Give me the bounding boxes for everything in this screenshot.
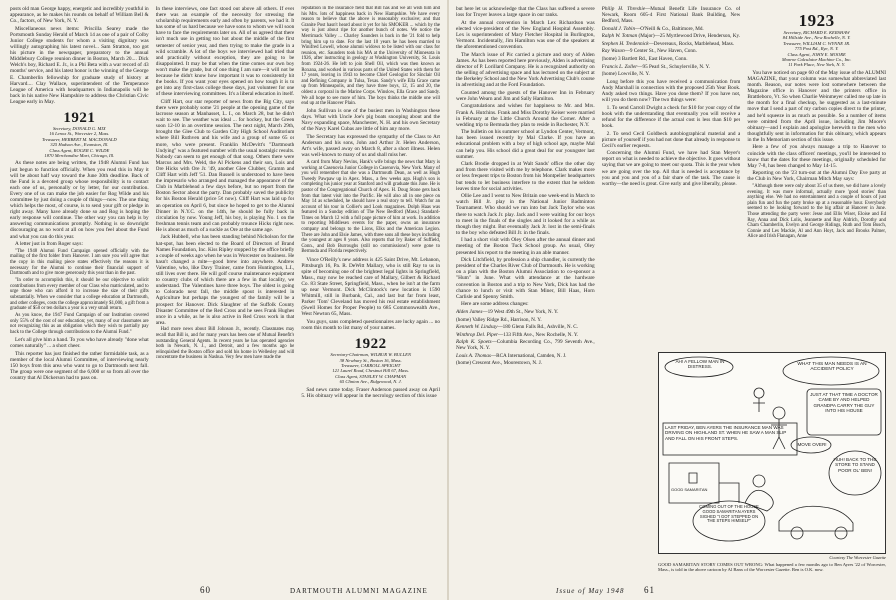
address-entry <box>602 41 741 47</box>
address-name: Kenneth W. Lindsay <box>456 324 498 331</box>
paragraph: I had a short visit with Oley Olsen after the annual dinner and meeting of the Boston Tuck School group. As usual, Oley presented his report to the meeting in an able manner. <box>456 237 595 256</box>
quote-paragraph: "Although there were only about 35 of us there, we did have a lovely evening. It was more informal, actually more 'good stories' than anything else. We had no entertainment and a couple of hours of just plain fun and fun the party broke up at a reasonable hour. Everybody seemed to be looking forward to the big affair at Hanover in June. Those attending the party were: Jesse and Ellis Wiser, Eloise and Ed Ray, Anna and Dick Lolis, Jeannette and Ray Aldrich, Dorothy and Cham Chamberlin, Evelyn and George Ridings, Ruth and Tom Busch, Connie and Les Mackie, Al and Ann Hoyt, Jack and Brooks Palmer, Alice and Irish Flanagan, Anne <box>747 184 887 240</box>
right-page <box>448 0 896 600</box>
secretary-address: 38 Newbury St., Boston 16, Mass. <box>339 357 402 363</box>
paragraph: Ollie Lee and I went to New Britain one week-end in March to watch Bill Jr. play in the National Junior Badminton Tournament. Who should we run into but Jack Taylor who was there to watch Jack Jr. play. Jack and I were waiting for our boys to meet in the finals of the singles and it looked for a while as though they might. But eventually Jack Jr. lost in the semi-finals to the boy who defeated Bill Jr. in the finals. <box>456 193 595 236</box>
class-agent-address-2: 11 Park Place, New York, N. Y. <box>788 62 846 68</box>
cartoon-bubble: AH! A FELLOW MAN IN DISTRESS. <box>675 359 725 369</box>
paragraph: 2. To send Cecil Goldbeck autobiographical material and a picture of yourself if you had not done that already in response to Cecil's earlier requests. <box>601 130 741 149</box>
address-detail: Valley Ridge Rd., Harrison, N. Y. <box>472 316 542 323</box>
cartoon-credit: Courtesy The Worcester Gazette <box>829 555 886 560</box>
address-entry <box>602 48 741 54</box>
address-name: Philip H. Threshie <box>601 6 646 12</box>
col1-bottom-text <box>10 160 149 381</box>
left-col-2 <box>156 6 295 578</box>
cartoon <box>658 352 886 554</box>
paragraph: You guys, sans completed questionnaires are lucky again ... no room this month to list many of your names. <box>301 318 441 332</box>
paragraph: Dick Litchfield, by profession a ship chandler, is currently the president of the Charles River Club of Dartmouth. He is working on a plan with the Boston Alumni Association to co-sponsor a "Hum" in June. What with attendance at the hardware convention in Boston and a trip to New York, Dick has had the chance to lunch or visit with Stan Miner, Bill Haas, Horn Carlisle and Spenny Smith. <box>456 257 595 300</box>
treasurer: Treasurer, CARROLL SPEIGHT <box>341 362 401 368</box>
paragraph: In these interviews, one fact stood out above all others. If ever there was an example of the necessity for stressing the scholarship requirements early and often by parents, we had it. It has some of us hard because we have sons to whom we will soon have to face the requirements later on. All of us agreed that there isn't much use in getting too hot about the middle of the first semester of senior year, and then trying to make the grade in a wild scramble. A lot of the boys we interviewed had tried that and practically without exception, they are going to be disappointed. It may be that when the time comes our own boy won't make the grade, but of one thing I am sure—it will not be because he didn't know how important it was to consistently hit the books. If you want your eyes opened on how tough it is to get into any first-class college these days, just volunteer for one of these interviewing committees. It's a liberal education in itself. <box>155 6 295 98</box>
paragraph: This reporter has just finished the rather formidable task, as a member of the local Alumni Committee, of interviewing nearly 150 boys from this area who want to go to Dartmouth next fall. The group were one segment of the 6,000 or so from all over the country that Al Dickerson had to pass on. <box>10 350 149 382</box>
address-entry <box>456 353 595 359</box>
secretary: Secretary, DONALD G. MIX <box>52 126 106 131</box>
address-entry <box>456 332 595 338</box>
address-detail: —RCA International, Camden, N. J. <box>490 352 567 359</box>
treasurer: Treasurer, WILLIAM C. WYNNE JR. <box>783 40 851 46</box>
secretary-address: 16 Lenox St., Worcester 2, Mass. <box>49 131 110 137</box>
paragraph: The March issue of Pic carried a picture and story of Alden James. As has been reported here previously, Alden is advertising director of P. Lorillard Company. He is a recognized authority on the selling of advertising space and has lectured on the subject at the Berkeley School and the New York Advertising Club's course in advertising and at the Ford Foundation. <box>456 51 595 89</box>
quote-paragraph: "In order to accomplish this, it should be our objective to solicit contributions from every member of our Class who matriculated, and to urge those who can afford it to increase the size of their gifts substantially. When we consider that a college education at Dartmouth, and other colleges, costs the college approximately $1,000, a gift from a graduate of $50 or ten dollars a year is a very small return. <box>10 278 149 312</box>
paragraph: but here let us acknowledge that the Class has suffered a severe loss for Troyer leaves a large space in our ranks. <box>456 6 595 19</box>
address-name: Louis A. Thomas <box>456 352 491 359</box>
paragraph: The Secretary has expressed the sympathy of the Class to Art Anderson and his sons, John and Arthur Jr. Helen Anderson, Art's wife, passed away on March 8, after a short illness. Helen was well-known to many of us and shall miss her. <box>301 134 441 159</box>
address-detail: 3 Bartlett Rd., East Haven, Conn. <box>617 55 688 62</box>
paragraph: Clark Brodie dropped in at Walt Sands' office the other day and from there visited with me by telephone. Clark makes more or less frequent trips to Boston from his Montpelier headquarters but tends to let business interfere to the extent that he seldom leaves time for social activities. <box>456 161 595 192</box>
address-name: Stephen H. Tredennick <box>601 40 649 47</box>
address-name: (home) <box>601 71 617 78</box>
page-number: 61 <box>644 585 655 595</box>
address-detail: —133 Fifth Ave., New Rochelle, N. Y. <box>498 331 579 338</box>
left-col-3 <box>301 6 440 578</box>
paragraph: John Sullivan is one of the busiest men in Washington these days. What with Uncle Joe's pig boats snooping about and the Navy expanding space, Manchester, N. H. and his own Secretary of the Navy Karel Cubas are little of him any more. <box>301 108 441 133</box>
address-name: Winthrop Del. Piper <box>456 331 499 338</box>
paragraph: Sad news came today. Fraser Anderson passed away on April 5. His obituary will appear in the necrology section of this issue <box>301 386 441 399</box>
address-name: Alden James <box>456 308 483 315</box>
class-agent-address: Monroe Calculator Machine Co., Inc. <box>781 57 852 63</box>
paragraph: As these notes are being written, the 1948 Alumni Fund has just begun to function officially. When you read this in May it will be about half way toward the June 30th deadline. Back of the Fund is a devoted group whose responsibility is to contact each one of us, personally or by letter, for our contribution. Every one of us can make the job easier for Rog Wilde and his committee by just doing a couple of things—now. The one thing which helps the most, of course, is to send your gift or pledge in right away. Many have already done so and Rog is hoping the early response will continue. The other way you can help is by answering communications promptly. Nothing is so downright discouraging as no word at all on how you feel about the Fund and what you can do this year. <box>10 160 149 240</box>
address-name: Francis L. Zoller <box>601 63 638 70</box>
address-entry <box>602 6 741 24</box>
class-1921-header <box>10 110 149 158</box>
address-detail: —180 Glenn Falls Rd., Ashville, N. C. <box>497 324 579 331</box>
class-year: 1923 <box>798 11 835 30</box>
footer-issue: Issue of May 1948 <box>556 587 625 595</box>
paragraph: Jack Hubbell, who has been standing behind Nicholson for the hat-spot, has been elected to the Board of Directors of Brand Names Foundation, Inc. Kiss Ripley stopped by the office briefly a couple of weeks ago when he was in Worcester on business. He hasn't changed a mite—good brew into anywhere. Andrew Valentine, who, like Davy Trainer, came from Huntington, L.I., still lives over there. He will golf course maintenance equipment to country clubs of which there are a few in that locality, we understand. The Valentines have three boys. The oldest is going to Colorado next fall, the middle spout is interested in Agriculture but perhaps the youngest of the family will be a prospect for Hanover. Dick Slaughter of the Suffolk County Disaster Committee of the Red Cross and he sees Frank Hughes once in a while, as he is also active in Red Cross work in that area. <box>155 234 295 326</box>
address-detail: Crescent Ave., Moorestown, N. J. <box>472 360 543 367</box>
class-agent: Class Agent, ROGER C. WILDE <box>49 147 110 153</box>
address-entry <box>602 56 741 62</box>
address-name: Ralph W. Totman <box>601 33 638 40</box>
paragraph: 1. To send Carroll Dwight a check for $10 for your copy of the book with the understanding that eventually you will receive a refund for the difference if the actual cost is less than $10 per book. <box>601 104 741 129</box>
paragraph: Had more news about Bill Johnson Jr., recently. Classmates may recall that Bill is, and for many years has been one of Mutual Benefit's outstanding General Agents. In recent years he has operated agencies both in Newark, N. J., and Detroit, and a few months ago he relinquished the Boston office and sold his home in Wellesley and will concentrate the business in Nashua. Very few men have made the <box>155 327 295 361</box>
footer-title: DARTMOUTH ALUMNI MAGAZINE <box>290 587 428 595</box>
secretary: Secretary-Chairman, WILBUR W. BULLEN <box>330 352 412 358</box>
paragraph: Long before this you have received a communication from Andy Marshall in connection with the proposed 25th Year Book. Andy asked two things. Have you done them? If you have not, will you do them now? The two things were: <box>601 78 741 104</box>
class-agent-address: 65 Clinton Ave., Ridgewood, N. J. <box>339 379 402 385</box>
cartoon-bubble: HUH! BACK TO THE STORE TO STAND POOR OL' BEN! <box>833 457 877 473</box>
cartoon-caption-box: LAST FRIDAY, BEN AYERS THE INSURANCE MAN WAS DRIVING ON HIGHLAND ST. WHEN HE SAW A MAN SLIP AND FALL ON HIS FRONT STEPS. <box>665 425 787 441</box>
address-name: Ralph K. Spoets <box>456 339 492 346</box>
paragraph: Here a few of you always manage a trip to Hanover to coincide with the class officers' meetings, you'll be interested to know that the dates for these meetings, originally scheduled for May 7-8, has been changed to May 14-15. <box>747 144 887 169</box>
address-detail: —Devereaux, Rocks, Marblehead, Mass. <box>648 40 735 47</box>
class-agent: Class Agent, STANLEY W. CHAPMAN <box>335 373 407 379</box>
cartoon-caption: GOOD SAMARITAN STORY COMES OUT WRONG: What happened a few months ago to Ben Ayres '22 of Worcester, Mass., is told in the above cartoon by Al Banx of the Worcester Gazette. Ben is O.K. now. <box>658 562 886 573</box>
paragraph: Cliff Hart, our star reporter of news from the Big City, says there were probably some '21 people at the opening game of the lacrosse season at Manhasset, L. I., on March 28, but he didn't wait to see. The weather was ideal ... for hockey, but the Green soon 12-10 in an overtime session. The next night, March 29th, brought the Glee Club to Garden City High School Auditorium where Bill Ruthven and his wife and a group of some 65 or more, who were present. Franklin McDevitt's "Dartmouth Undying" was a featured number with the usual nostalgic results. Nobody can seem to get enough of that song. Others there were Marcus and Mrs. Weld, the Al Pickens and their son, Lois and Ore Hicks with Ore Jr. '49, another Glee Clubber, Gramm and Cliff Hart with Jeff '51. Dan Russell is understood to have been the impresario who arranged and managed the appearance of the Club in Marblehead a few days before, but no report from the Boston Sector about the party. Dan probably saved the publicity for his Boston Herald (price 5¢ now). Cliff Hart was laid up for an operation on April 6, but since he hoped to get to the Alumni Dinner in N.Y.C. on the 14th, he should be fully back in circulation by now. Young Jeff, his boy, is playing No. 1 on the freshman tennis team and can probably trounce Hicks right now. He is about as much of a suckle as Ore at the same age. <box>155 98 295 233</box>
address-entry <box>602 26 741 32</box>
secretary-address: 84 Hillside Ave., New Rochelle, N. Y. <box>782 35 851 41</box>
address-name: Ray Wason <box>601 48 625 55</box>
paragraph: Let's all give him a hand. To you who have already "done what comes naturally" ... a short cheer. <box>10 337 149 350</box>
paragraph: At the annual convention in March Lex Richardson was elected vice-president of the New England Hospital Assembly. Lex is superintendent of Mary Fletcher Hospital in Burlington, Vermont. Incidentally, Jim Hamilton was one of the speakers at the aforementioned convention. <box>456 19 595 51</box>
paragraph: Here are some address changes: <box>461 301 529 308</box>
page-number: 60 <box>200 585 211 595</box>
paragraph: posts old man George happy, energetic and incredibly youthful in appearance, as he makes his rounds on behalf of William Bell & Co., factors, of New York, N. Y. <box>10 6 149 25</box>
paragraph: reputation in the insurance field that Bill has and we all wish him and his Mrs. lots of happiness back in New Hampshire. We have every reason to believe that the above is reasonably exclusive; and that Granite Post hasn't heard about it yet for his SMOKER ... which by the way is just about ripe for another bunch of notes. We notice the Merrimack Valley ... Charley Saunders is back in the '21 fold to help bring him up to date. For the last 10 years he has been married to Winifred Lowell, whose alumni widows to be listed with our class for reunion, etc. Saunders took his MA at the University of Minnesota in 1926, after instructing in geology at Washington University, St. Louis from 1924-26. He left to join Shell Oil, which was then known as Roxana, and worked in various parts of the United States with them for 17 years, leaving in 1943 to become Chief Geologist for Sinclair Oil and Refining Company in Tulsa, Texas. Sandy's wife Ella Grace came up from Minneapolis, and they have three boys, 12, 15 and 20, the oldest a corporal in the Marine Corps. Winslow, Ella Grace and Sandy. We all hope to see more of him. The boys thinks the middle one will end up at the Hanover Plain. <box>301 6 441 107</box>
address-detail: —9 Center St., New Haven, Conn. <box>624 48 697 55</box>
address-detail: —Columbia Recording Co., 799 Seventh Ave., New York, N. Y. <box>456 339 595 352</box>
paragraph: A letter just in from Roger says: <box>15 241 83 248</box>
address-detail: —O'Neill & Co., Baltimore, Md. <box>635 25 704 32</box>
address-detail: —19 West 49th St., New York, N. Y. <box>482 308 559 315</box>
address-entry <box>602 71 741 77</box>
address-name: (home) <box>456 316 471 323</box>
cartoon-illustration <box>659 353 887 553</box>
right-col-1 <box>456 6 595 578</box>
paragraph: Congratulations and wishes for happiness to Mr. and Mrs. Frank A. Hutchins. Frank and Miss Dorothy Keiser were married in February at the Little Church Around the Corner. After a wedding trip to Bermuda they plan to reside in Rochester, N.Y. <box>456 103 595 128</box>
class-agent-address: 1870 Merchandise Mart, Chicago, Ill. <box>44 153 115 159</box>
paragraph: You have noticed on page 60 of the May issue of the ALUMNI MAGAZINE, that your column was somewhat abbreviated last month. Reason, our notes were lost somewhere between the Magazine office in Hanover and the printers office in Brattleboro, Vt. So when Charlie Weinmeyer called me up late in the month for a final checkup, he suggested as a last-minute move that I send a part of my carbon copies direct to the printer, and he'd squeeze in as much as possible. So a number of items were omitted from the April issue, including Jim Moore's obituary—and I explain and apologize herewith to the men who thoughtfully sent in information for this obituary, which appears in the In Memoriam section of this issue. <box>747 69 887 143</box>
paragraph: Reporting on the '23 turn-out at the Alumni Day Eve party at the Club in New York, Chairman Mitch May says: <box>747 170 887 183</box>
class-agent: Class Agent, JOHN E. MOORE <box>787 51 846 57</box>
treasurer: Treasurer, HERBERT M. MACDONALD <box>41 136 117 142</box>
secretary: Secretary, RICHARD E. KERSHAW <box>783 30 850 35</box>
class-1922-header <box>301 336 440 384</box>
address-entry <box>456 324 595 330</box>
address-entry <box>456 339 595 351</box>
quote-paragraph: As you know, the 1947 Fund Campaign of our Institution covered only 55% of the cost of our education; yet, many of our classmates are not recognizing this as an obligation which they wish to partially pay back to the College through contributions to the Alumni Fund." <box>10 313 149 336</box>
address-name: Donald J. Tobin <box>601 25 636 32</box>
treasurer-address: 121 Laurel Road, Chestnut Hill 67, Mass. <box>332 368 410 374</box>
cartoon-bubble: COMING OUT OF THE HOUSE GOOD SAMARITAN AYERS SIGHED "I GOT STEPPED ON THE STEPS HIMSELF" <box>699 504 759 524</box>
treasurer-address: 775 Post Rd., Rye, N. Y. <box>794 46 839 52</box>
col1-top-text <box>10 6 149 105</box>
address-detail: —95 Pearl St., Schuylerville, N. Y. <box>637 63 710 70</box>
cartoon-bubble: MOVE OVER! <box>797 442 827 447</box>
paragraph: The bulletin on his summer school at Lyndon Center, Vermont, has been issued recently by Mal Clarke. If you have an educational problem with a boy of high school age, maybe Mal can help you. His school did a great deal for our youngster last summer. <box>456 129 595 160</box>
cartoon-bubble: WHAT THIS MAN NEEDS IS AN ACCIDENT POLICY <box>797 362 867 373</box>
paragraph: Concerning the Alumni Fund, we have had Stan Meyer's report on what is needed to achieve the objective. It goes without saying that we are going to meet our quota. This is the year when we are going over the top. All that is needed is acceptance by you and you and you of a fair share of the task. The cause is worthy—the need is great. Give early and give liberally, please. <box>601 150 741 187</box>
cartoon-bubble: JUST AT THAT TIME A DOCTOR CAME BY AND HELPED GRANDPA CARRY THE GUY INTO HIS HOUSE <box>810 392 878 414</box>
address-entry <box>602 64 741 70</box>
paragraph: A card from Mary Nevins, Hank's wife brings the news that Mary is working at Casenovia Junior College in Casenovia, New York. Many of you will remember that she was a Dartmouth Dean, as well as Hugh Tweedy Pawpaw up in Apex. Mass., a few weeks ago. Hugh's son is completing his junior year at Stanford and will graduate this June. He is pastor of the Congregational Church of Apex. H. Doug Stone gets back from that latest visit into the Pacific. He will also all in one piece on May 14 as scheduled, he should have a real story to tell. Watch for an account of his tour in Collier's and Look magazines. Dolph Haas was featured in a Sunday edition of The New Bedford (Mass.) Standard-Times on March 12 with a full page picture of him at work. In addition to reporting Middlesex events for the paper, owns an insurance company and belongs to the Lions, Elks and the American Legion. There are John and Elsie James, with three sons all these boys including the youngest at ages 8 years. Also reports that Ivy Baker of Suffield, Conn., and Bob Burroughs (still no commissions!) were gone to Bermuda and Florida respectively. <box>301 159 441 255</box>
class-year: 1921 <box>63 110 96 126</box>
address-detail: (Major)—25 Myrtlewood Drive, Henderson, Ky. <box>638 33 741 40</box>
address-detail: —Mutual Benefit Life Insurance Co. of Newark, Room 605-4 First National Bank Building, New Bedford, Mass. <box>601 6 741 24</box>
class-1923-header <box>747 11 886 68</box>
address-entry <box>602 33 741 39</box>
cartoon-sign: GOOD SAMARITAN <box>671 487 708 492</box>
paragraph: Vince O'Reilly's new address is 425 Saint Drive, Mt. Lebanon, Pittsburgh 16, Pa. R. DeWitt Mallary, who is still Ray to us in spite of becoming one of the brightest legal lights in Springfield, Mass., may now be reached care of Mallary, Gilbert & Richard Co. 83 State Street, Springfield, Mass., when he isn't at the farm up near Vermont. Dick McClintock's new location is 1590 Whitmill, still in Burbank, Cal., and last but far from least, Parker 'Tom' Cleveland has moved his real estate establishment (Swell Homes for Proper People) to 685 Commonwealth Ave., West Newton 65, Mass. <box>301 256 441 318</box>
class-year: 1922 <box>354 336 387 353</box>
address-name: (home) <box>601 55 617 62</box>
address-entry <box>456 309 595 315</box>
paragraph: Counted among the guests of the Hanover Inn in February were John Wearn and Jim and Sally Hamilton. <box>456 89 595 102</box>
left-col-1 <box>10 6 149 578</box>
treasurer-address: 325 Hudson Ave., Evanston, Ill. <box>50 142 109 148</box>
address-name: (home) <box>456 360 471 367</box>
quote-paragraph: "The 1948 Alumni Fund Campaign opened officially with the mailing of the first folder from Hanover. I am sure you will agree that the copy in this mailing piece states effectively the reasons it is necessary for the Alumni to continue their financial support of Dartmouth and to give more generously this year than in the past. <box>10 248 149 277</box>
paragraph: Miscellaneous news items: Priscilla Searey made the Portsmouth Sunday Herald of March 14 as one of a pair of Colby Junior College students for whom a visiting dignitary was willingly autographing his latest novel... Sam Stratton, too got his picture in the newspaper, preparatory to the annual Middlebury College reunion dinner in Boston, March 20.... Dick Welch's boy, Richard E. Jr., is a Phi Beta with a war record of 43 months' service, and his latest honor is the winning of the George E. Chamberlin fellowship for graduate study of history at Harvard.... Clay Wallace, superintendent of the Temperance League of America with headquarters in Indianapolis will be back in his native New Hampshire to address the Christian Civic League early in May. <box>10 25 149 105</box>
address-entry <box>456 360 595 366</box>
address-entry <box>456 317 595 323</box>
address-detail: Lowville, N. Y. <box>617 71 650 78</box>
cartoon-block <box>658 348 886 573</box>
